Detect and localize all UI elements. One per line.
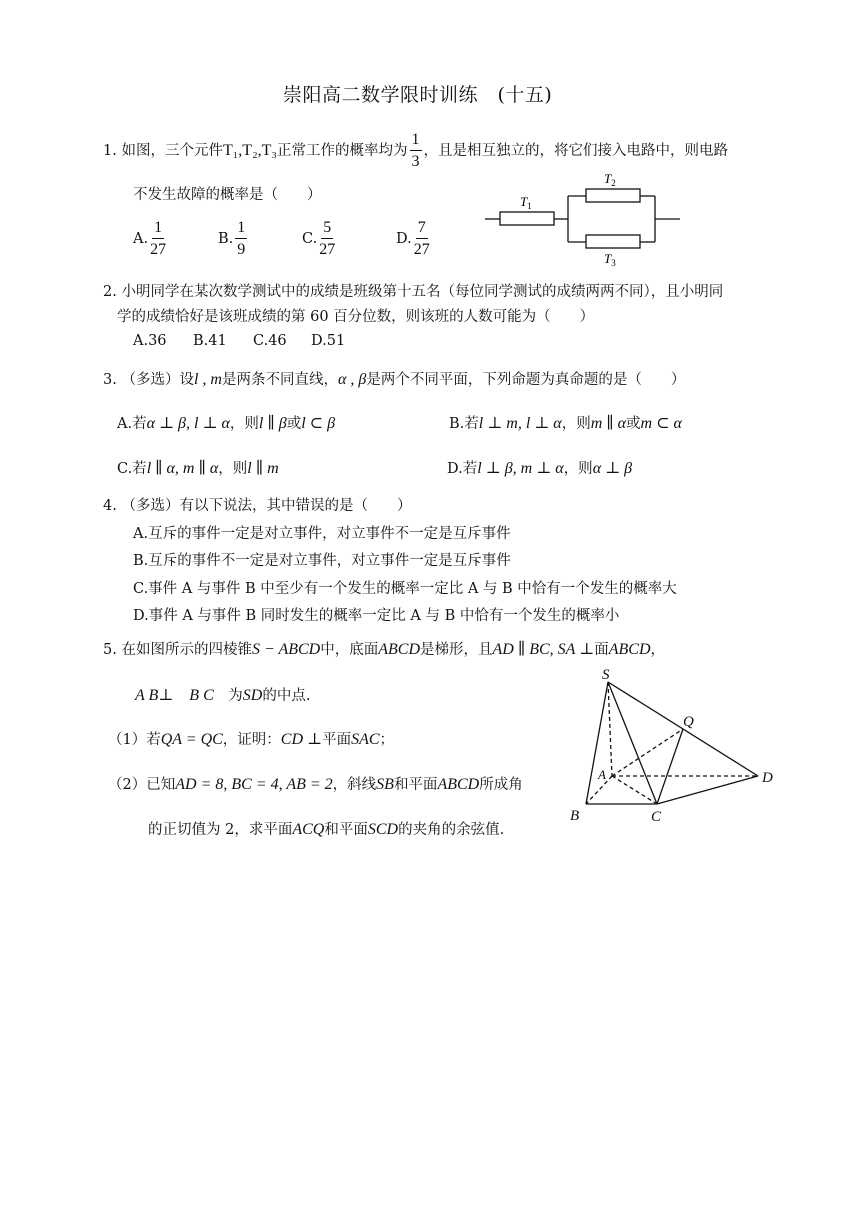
q4-option-a: A.互斥的事件一定是对立事件，对立事件不一定是互斥事件 <box>133 526 511 542</box>
q1-option-d: D. $\frac{7}{27}$ <box>396 219 430 258</box>
vertex-label-b: B <box>570 808 580 824</box>
q3-option-a: A.若α ⊥ β, l ⊥ α，则l ∥ β或l ⊂ β <box>117 415 336 432</box>
page-title: 崇阳高二数学限时训练 (十五) <box>283 84 553 106</box>
vertex-label-s: S <box>602 667 610 683</box>
question-5-part-2: （2）已知AD = 8, BC = 4, AB = 2，斜线SB和平面ABCD所成角 <box>108 776 523 793</box>
label-t1: $T_1$ <box>520 194 532 211</box>
question-5-part-2-line2: 的正切值为 2，求平面ACQ和平面SCD的夹角的余弦值. <box>148 821 505 838</box>
q3-option-d: D.若l ⊥ β, m ⊥ α，则α ⊥ β <box>447 460 633 477</box>
vertex-label-q: Q <box>683 714 694 730</box>
q3-option-b: B.若l ⊥ m, l ⊥ α，则m ∥ α或m ⊂ α <box>449 415 682 432</box>
q4-option-d: D.事件 A 与事件 B 同时发生的概率一定比 A 与 B 中恰有一个发生的概率小 <box>133 608 620 624</box>
question-5-stem: 5. 在如图所示的四棱锥S − ABCD中，底面ABCD是梯形，且AD ∥ BC, SA ⊥面ABCD， <box>103 641 665 658</box>
component-t1 <box>500 212 554 225</box>
q1-option-c: C. $\frac{5}{27}$ <box>302 219 336 258</box>
label-t3: $T_3$ <box>604 251 616 268</box>
vertex-label-c: C <box>651 809 662 825</box>
pyramid-figure <box>560 664 790 834</box>
probability-fraction: $\frac{1}{3}$ <box>411 131 420 170</box>
q2-option-d: D.51 <box>311 333 346 349</box>
question-2-line2: 学的成绩恰好是该班成绩的第 60 百分位数，则该班的人数可能为（ ） <box>117 309 595 325</box>
edge-ac-hidden <box>612 776 657 804</box>
question-3-stem: 3. （多选）设l , m是两条不同直线，α , β是两个不同平面，下列命题为真命题的是（ ） <box>103 371 686 388</box>
component-t3 <box>586 235 640 248</box>
q2-option-b: B.41 <box>193 333 227 349</box>
edge-sb <box>586 682 608 804</box>
vertex-label-d: D <box>762 770 773 786</box>
question-1-stem: 1. 如图，三个元件T₁,T₂,T₃正常工作的概率均为 $\frac{1}{3}$ ，且是相互独立的，将它们接入电路中，则电路 <box>103 131 729 170</box>
edge-sa-hidden <box>608 682 612 776</box>
edge-sc <box>608 682 657 804</box>
q2-option-a: A.36 <box>133 333 167 349</box>
circuit-diagram <box>480 168 690 268</box>
question-5-line2: A B⊥ B C 为SD的中点. <box>135 687 311 704</box>
q4-option-c: C.事件 A 与事件 B 中至少有一个发生的概率一定比 A 与 B 中恰有一个发生的概率大 <box>133 581 677 597</box>
component-t2 <box>586 189 640 202</box>
vertex-label-a: A <box>598 767 606 782</box>
question-2-line1: 2. 小明同学在某次数学测试中的成绩是班级第十五名（每位同学测试的成绩两两不同），且小明同 <box>103 284 724 300</box>
q3-option-c: C.若l ∥ α, m ∥ α，则l ∥ m <box>117 460 279 477</box>
edge-aq-hidden <box>612 729 683 776</box>
q1-option-b: B. $\frac{1}{9}$ <box>218 219 246 258</box>
q4-option-b: B.互斥的事件不一定是对立事件，对立事件一定是互斥事件 <box>133 553 511 569</box>
question-4-stem: 4. （多选）有以下说法，其中错误的是（ ） <box>103 498 412 514</box>
question-1-line2: 不发生故障的概率是（ ） <box>133 187 322 203</box>
question-5-part-1: （1）若QA = QC，证明：CD ⊥平面SAC； <box>108 731 395 748</box>
edge-qc <box>657 729 683 804</box>
edge-cd <box>657 776 758 804</box>
label-t2: $T_2$ <box>604 171 616 188</box>
q1-option-a: A. $\frac{1}{27}$ <box>133 219 167 258</box>
q2-option-c: C.46 <box>253 333 287 349</box>
